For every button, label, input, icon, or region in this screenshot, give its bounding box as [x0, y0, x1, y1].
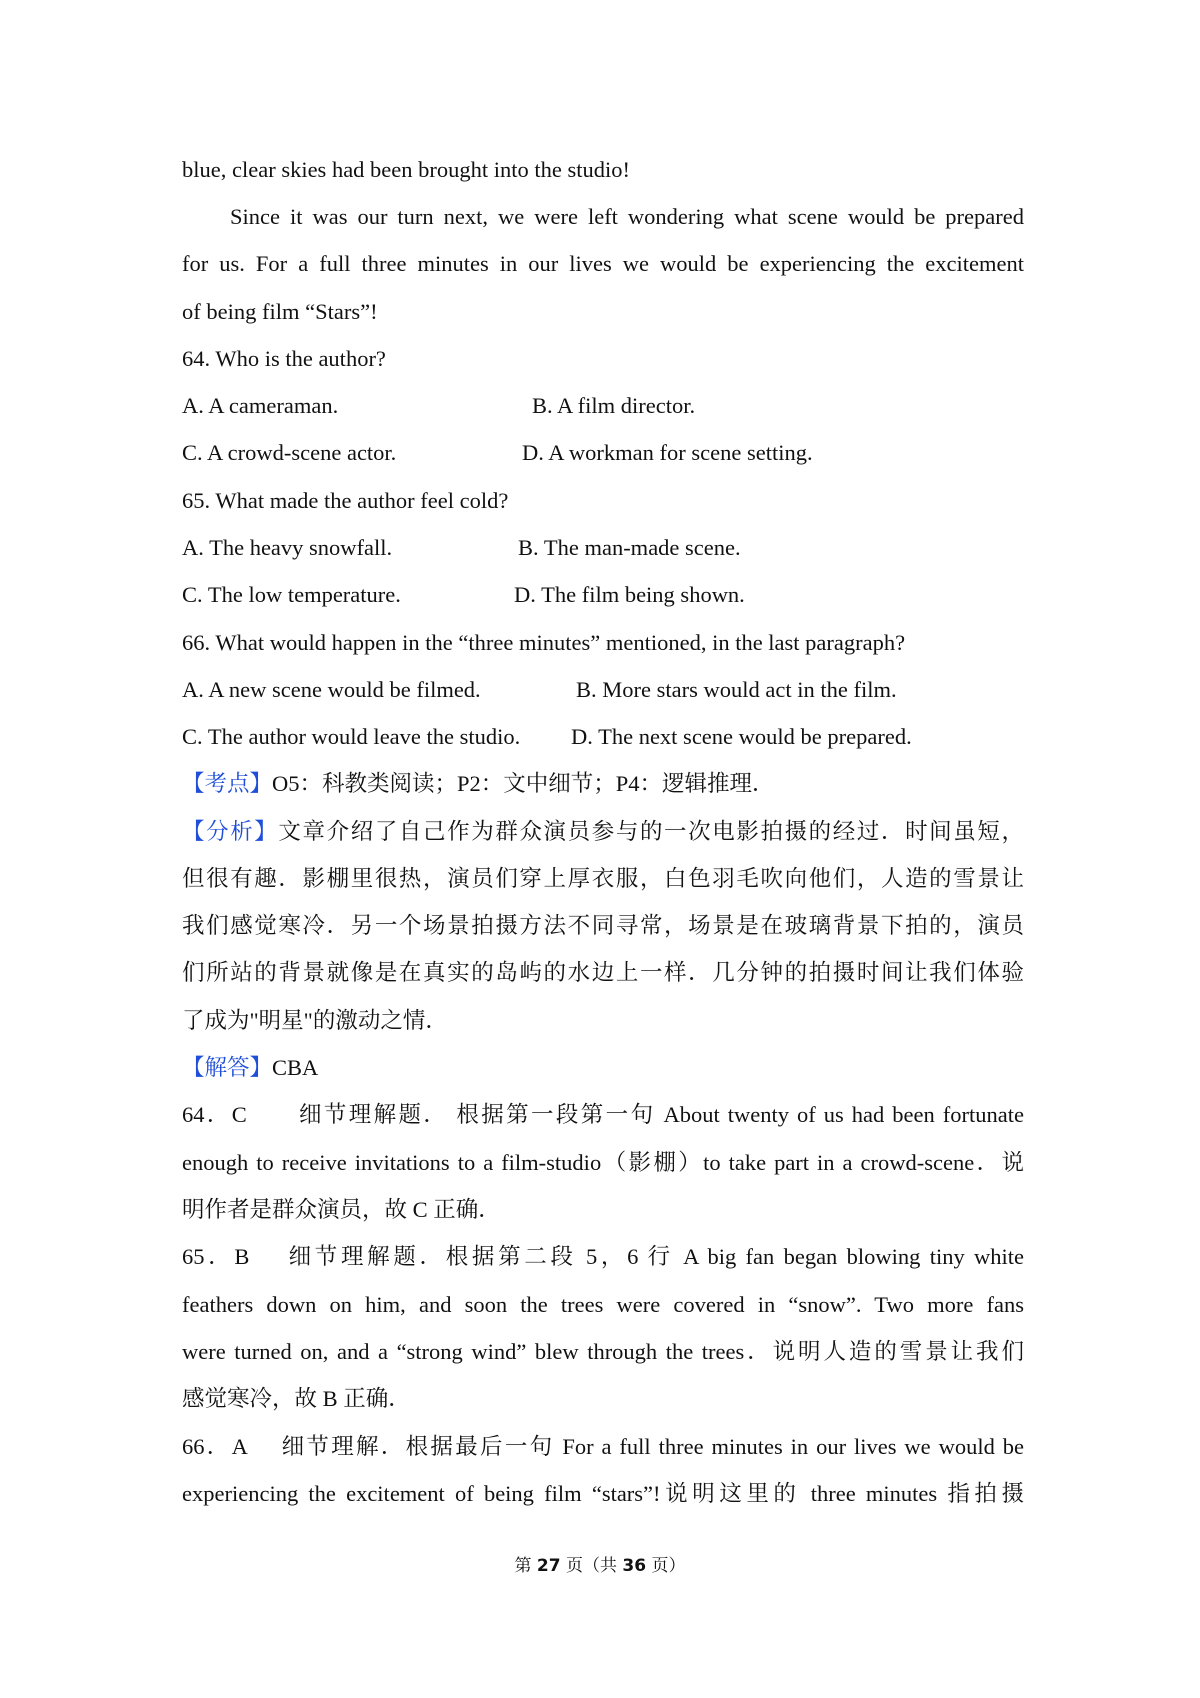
kaodian-tag: 【考点】: [182, 771, 273, 796]
question-option: A. A cameraman.: [182, 393, 339, 418]
jieda-tag: 【解答】: [182, 1055, 273, 1080]
fenxi-text: 文章介绍了自己作为群众演员参与的一次电影拍摄的经过．时间虽短，: [278, 819, 1024, 844]
question-option: B. The man-made scene.: [518, 535, 741, 560]
total-pages: 36: [622, 1556, 647, 1576]
explanation-line: 66．A 细节理解．根据最后一句 For a full three minutes in our lives we would be: [182, 1434, 1024, 1459]
explanation-line: 64．C 细节理解题． 根据第一段第一句 About twenty of us had been fortunate: [182, 1102, 1024, 1127]
question-option: D. The film being shown.: [514, 582, 745, 607]
jieda-answer: CBA: [272, 1055, 319, 1080]
fenxi-line: 我们感觉寒冷．另一个场景拍摄方法不同寻常，场景是在玻璃背景下拍的，演员: [182, 913, 1024, 938]
footer-middle: 页（共: [566, 1556, 617, 1576]
question-option: B. A film director.: [532, 393, 696, 418]
question-stem: 64. Who is the author?: [182, 346, 386, 371]
explanation-line: 65．B 细节理解题．根据第二段 5，6 行 A big fan began blowing tiny white: [182, 1244, 1024, 1269]
page-number: 27: [536, 1556, 561, 1576]
question-option: A. The heavy snowfall.: [182, 535, 393, 560]
kaodian-line: [182, 769, 1024, 799]
fenxi-line: 但很有趣．影棚里很热，演员们穿上厚衣服，白色羽毛吹向他们，人造的雪景让: [182, 866, 1024, 891]
explanation-line: 感觉寒冷，故 B 正确．: [182, 1386, 411, 1411]
fenxi-line: 们所站的背景就像是在真实的岛屿的水边上一样．几分钟的拍摄时间让我们体验: [182, 960, 1024, 985]
footer-suffix: 页）: [651, 1556, 686, 1576]
jieda-line: [182, 1053, 1024, 1083]
kaodian-text: O5：科教类阅读；P2：文中细节；P4：逻辑推理．: [272, 771, 775, 796]
explanation-line: feathers down on him, and soon the trees were covered in “snow”. Two more fans: [182, 1292, 1024, 1317]
question-stem: 65. What made the author feel cold?: [182, 488, 509, 513]
question-option: C. The low temperature.: [182, 582, 401, 607]
footer-prefix: 第: [514, 1556, 532, 1576]
question-option: D. The next scene would be prepared.: [571, 724, 912, 749]
passage-line: of being film “Stars”!: [182, 299, 378, 324]
explanation-line: experiencing the excitement of being film “stars”!说明这里的 three minutes 指拍摄: [182, 1481, 1024, 1506]
fenxi-line: 了成为"明星"的激动之情．: [182, 1008, 448, 1033]
passage-line: Since it was our turn next, we were left wondering what scene would be prepared: [230, 204, 1024, 229]
question-option: B. More stars would act in the film.: [576, 677, 897, 702]
fenxi-line: [182, 817, 1024, 847]
explanation-line: enough to receive invitations to a film-studio（影棚）to take part in a crowd-scene．说: [182, 1150, 1024, 1175]
question-option: C. A crowd-scene actor.: [182, 440, 397, 465]
question-option: C. The author would leave the studio.: [182, 724, 521, 749]
question-option: D. A workman for scene setting.: [522, 440, 813, 465]
fenxi-tag: 【分析】: [182, 819, 279, 844]
question-option: A. A new scene would be filmed.: [182, 677, 481, 702]
explanation-line: 明作者是群众演员，故 C 正确．: [182, 1197, 501, 1222]
passage-line: for us. For a full three minutes in our lives we would be experiencing the excitement: [182, 251, 1024, 276]
explanation-line: were turned on, and a “strong wind” blew through the trees．说明人造的雪景让我们: [182, 1339, 1024, 1364]
question-stem: 66. What would happen in the “three minutes” mentioned, in the last paragraph?: [182, 630, 906, 655]
page-footer: [0, 1554, 1200, 1578]
passage-line: blue, clear skies had been brought into the studio!: [182, 157, 631, 182]
